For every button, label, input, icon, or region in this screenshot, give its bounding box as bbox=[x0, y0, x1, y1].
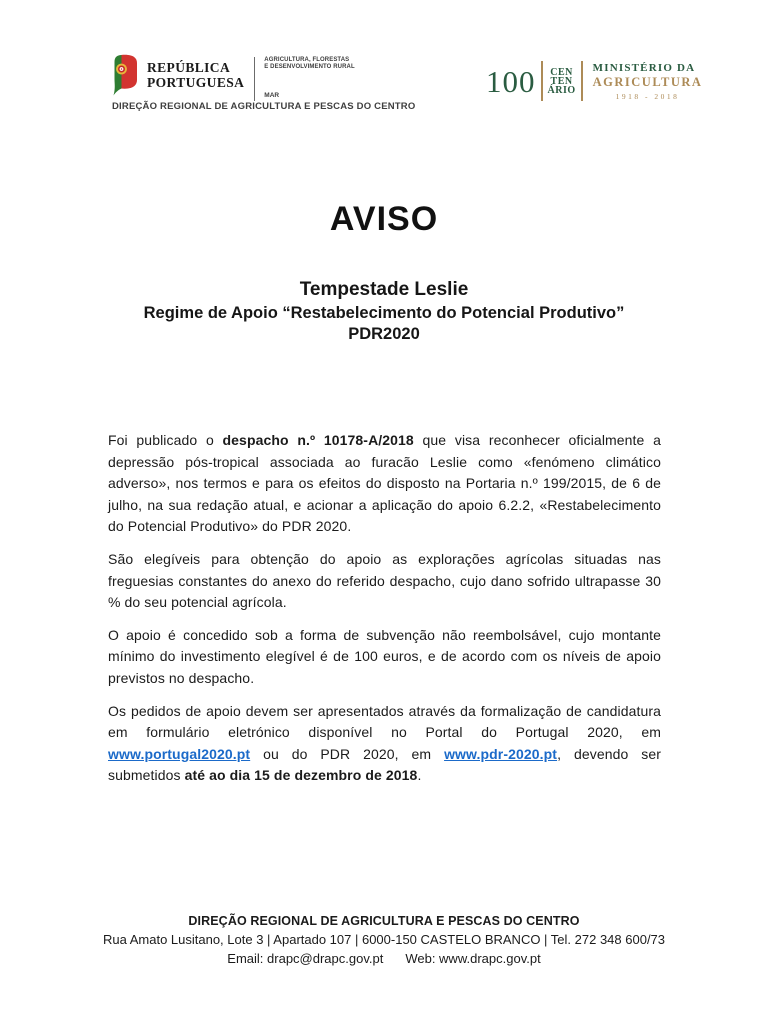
text-segment: São elegíveis para obtenção do apoio as explorações agrícolas situadas nas freguesias constantes do anexo do referido despacho, cujo dano sofrido ultrapasse 30 % do seu potencial agrícola. bbox=[108, 550, 661, 611]
paragraph-pedidos bbox=[108, 701, 661, 787]
centenario-word-cen: CEN bbox=[550, 66, 573, 78]
ministry-rural-line: E DESENVOLVIMENTO RURAL bbox=[264, 64, 355, 70]
page-title: AVISO bbox=[329, 200, 439, 238]
centenario-logo bbox=[486, 61, 702, 101]
subtitle-pdr2020: PDR2020 bbox=[348, 325, 420, 343]
paragraph-elegiveis bbox=[108, 549, 661, 614]
ministry-mar-line: MAR bbox=[264, 92, 280, 99]
republica-portuguesa-wordmark bbox=[147, 61, 244, 90]
ministerio-da-label: MINISTÉRIO DA bbox=[592, 61, 696, 74]
ministries-block bbox=[264, 57, 354, 99]
text-segment: que visa reconhecer oficialmente a depressão pós-tropical associada ao furacão Leslie como «fenómeno climático adverso», nos termos e para os efeitos do disposto na Portaria n.º 199/2015, de 6 de julho, na sua redação atual, e acionar a aplicação do apoio 6.2.2, «Restabelecimento do Potencial Produtivo» do PDR 2020. bbox=[108, 432, 661, 535]
republica-line: REPÚBLICA bbox=[147, 60, 231, 75]
footer-contacts bbox=[0, 951, 768, 966]
subtitle-block bbox=[0, 279, 768, 345]
centenario-divider-right bbox=[581, 61, 583, 101]
centenario-word-ario: ÁRIO bbox=[547, 84, 576, 96]
direcao-regional-header: DIREÇÃO REGIONAL DE AGRICULTURA E PESCAS DO CENTRO bbox=[112, 101, 416, 112]
centenario-years: 1918 - 2018 bbox=[615, 91, 680, 101]
republica-portuguesa-logo bbox=[112, 54, 355, 101]
document-footer bbox=[0, 914, 768, 966]
footer-direcao: DIREÇÃO REGIONAL DE AGRICULTURA E PESCAS DO CENTRO bbox=[188, 914, 580, 928]
portugal-flag-icon bbox=[112, 54, 138, 96]
subtitle-regime: Regime de Apoio “Restabelecimento do Potencial Produtivo” bbox=[143, 304, 625, 322]
centenario-100: 100 bbox=[486, 63, 536, 99]
text-segment: ou do PDR 2020, em bbox=[250, 745, 445, 762]
text-segment: O apoio é concedido sob a forma de subvenção não reembolsável, cujo montante mínimo do investimento elegível é de 100 euros, e de acordo com os níveis de apoio previstos no despacho. bbox=[108, 626, 661, 686]
portuguesa-line: PORTUGUESA bbox=[147, 74, 245, 90]
document-body bbox=[108, 430, 661, 798]
text-segment: Foi publicado o bbox=[108, 432, 223, 448]
centenario-word-ten: TEN bbox=[550, 75, 573, 87]
centenario-wordmark bbox=[548, 68, 576, 95]
footer-address: Rua Amato Lusitano, Lote 3 | Apartado 107 | 6000-150 CASTELO BRANCO | Tel. 272 348 600/73 bbox=[102, 932, 666, 947]
text-segment: Os pedidos de apoio devem ser apresentados através da formalização de candidatura em formulário eletrónico disponível no Portal do Portugal 2020, em bbox=[108, 702, 661, 741]
agricultura-label: AGRICULTURA bbox=[592, 74, 703, 89]
footer-email: Email: drapc@drapc.gov.pt bbox=[227, 951, 384, 966]
text-segment: , devendo ser submetidos bbox=[108, 745, 661, 784]
centenario-divider-left bbox=[541, 61, 543, 101]
subtitle-tempestade: Tempestade Leslie bbox=[299, 279, 469, 300]
paragraph-despacho bbox=[108, 430, 661, 538]
hyperlink[interactable]: www.pdr-2020.pt bbox=[444, 745, 558, 762]
text-segment: despacho n.º 10178-A/2018 bbox=[222, 432, 414, 448]
footer-web: Web: www.drapc.gov.pt bbox=[405, 951, 541, 966]
ministry-agricultura-line: AGRICULTURA, FLORESTAS bbox=[264, 57, 350, 63]
logo-divider bbox=[254, 57, 255, 101]
hyperlink[interactable]: www.portugal2020.pt bbox=[108, 745, 251, 762]
text-segment: . bbox=[417, 767, 422, 784]
paragraph-apoio bbox=[108, 625, 661, 690]
text-segment: até ao dia 15 de dezembro de 2018 bbox=[184, 767, 418, 784]
